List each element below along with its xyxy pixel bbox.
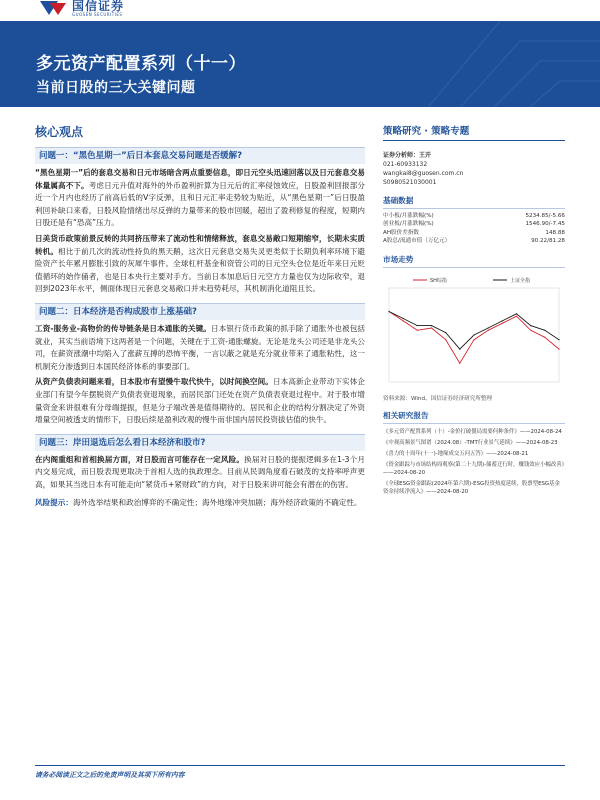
table-row (383, 237, 565, 245)
report-item[interactable]: 《全球ESG资金跟踪(2024年第六期)-ESG投资热度延续，股票型ESG基金资金持续净流入》——2024-08-20 (383, 480, 560, 495)
sidebar (383, 123, 565, 499)
question-three: 问题三：岸田退选后怎么看日本经济和股市? (35, 434, 365, 451)
section-title: 核心观点 (35, 125, 84, 139)
market-trend-chart (383, 272, 565, 392)
series-point (445, 332, 446, 333)
company-logo (40, 0, 124, 17)
series-point (558, 348, 559, 349)
analyst-email[interactable]: wangkai8@guosen.com.cn (383, 170, 464, 177)
series-point (516, 315, 517, 316)
analyst-info (383, 151, 565, 187)
paragraph-4-body: 日本高新企业带动下实体企业部门有望今年摆脱资产负债表衰退现象，而居民部门还处在资产负债表衰退过程中。对于股市增量资金来讲很难有分母端提振，但是分子端改善是值得期待的。居民和企业的结构分割决定了外资增量空间被透支的情形下，日股后续是盈利改观的慢牛而非国内居民投资拔估值的快牛。 (35, 377, 366, 425)
sidebar-title: 策略研究 · 策略专题 (383, 123, 565, 141)
series-point (488, 329, 489, 330)
analyst-cert: S0980521030001 (383, 179, 437, 186)
index-value: 148.88 (545, 229, 565, 236)
legend-label: SH综指 (430, 277, 447, 284)
index-name: A股总/流通市值（万亿元） (383, 238, 451, 245)
paragraph-1 (35, 167, 365, 230)
risk-warning (35, 497, 365, 510)
paragraph-5 (35, 454, 365, 492)
paragraph-5-body: 换届对日股的提振逻辑多在1-3个月内交易完成，而日股表现更取决于首相人选的执政理念。目前从民调角度看石破茂的支持率呼声更高，如果其当选日本有可能走向“紧货币+紧财政”的方向，对于日股来讲可能会有潜在的伤害。 (35, 454, 366, 489)
market-data-title: 基础数据 (383, 195, 565, 209)
paragraph-3 (35, 323, 365, 373)
analyst-phone: 021-60933132 (383, 161, 428, 168)
report-item[interactable]: 《多元资产配置系列（十）-金价打破僵局需要何种条件》——2024-08-24 (383, 428, 562, 435)
series-point (473, 334, 474, 335)
related-reports-list (383, 428, 565, 496)
series-point (544, 329, 545, 330)
logo-en: GUOSEN SECURITIES (72, 12, 123, 17)
header-banner (0, 21, 600, 107)
index-value: 5234.85/-5.66 (525, 213, 565, 219)
logo-cn: 国信证券 (72, 0, 125, 13)
paragraph-1-lead: “黑色星期一”后的套息交易和日元市场暗含两点重要信息，即日元空头迅速回落以及日元套息交易体量属高不下。 (35, 168, 365, 190)
market-trend-title: 市场走势 (383, 254, 565, 268)
paragraph-2-body: 相比于前几次的流动性持负的黑天鹅，这次日元套息交易失灵更类似于长期负利率环境下避险资产长年累月膨胀引致的灰犀牛事件。全球杠杆基金和资管公司的日元空头仓位是近年来日元贬值循环的始作俑者，也是日本央行主要对手方。当前日本加息后日元空方力量也仅为边际收窄，退回到2023年水平，侧面体现日元套息交易敞口并未趋势耗尽，其机制消化道阻且长。 (35, 246, 365, 294)
risk-label: 风险提示： (35, 498, 73, 508)
series-line (389, 311, 559, 363)
banner-decoration-icon (380, 21, 600, 107)
question-two: 问题二：日本经济是否构成股市上涨基础? (35, 303, 365, 320)
chart-source: 资料来源：Wind、国信证券经济研究所整理 (383, 395, 493, 402)
series-point (473, 339, 474, 340)
index-name: 创业板/月涨跌幅(%) (383, 221, 434, 228)
logo-mark-icon (40, 1, 68, 17)
series-point (516, 313, 517, 314)
table-row (383, 220, 565, 228)
footer-divider (35, 765, 565, 766)
analyst-name: 证券分析师：王开 (383, 152, 432, 159)
paragraph-2-lead: 日美货币政策前景反转的共同挤压带来了流动性和情绪释放，套息交易敞口短期缩窄，长期未实质转机。 (35, 233, 365, 256)
index-value: 90.22/81.28 (531, 238, 565, 245)
series-point (530, 325, 531, 326)
index-name: 中小板/月涨跌幅(%) (383, 213, 434, 219)
paragraph-3-body: 日本银行货币政策的抓手除了通胀外也被包括就业，其实当前语境下这两者是一个问题，关键在于工资-通胀螺旋。无论是龙头公司还是非龙头公司，在薪资涨潮中均陷入了涨薪互搏的恐怖平衡，一言以蔽之就是充分就业带来了通胀粘性，这一机制充分渗透到日本国民经济体系的事要部门。 (35, 323, 365, 371)
paragraph-1-body: 考虑日元升值对海外的外币盈利折算为日元后的汇率侵蚀效应，日股盈利回报部分近一个月内也经历了前高后低的V字反弹，且和日元汇率走势较为贴近，从“黑色星期一”后日股盈利回补缺口来看，日股风险情绪出尽反弹的力量带来的股市回暖，超出了盈利修复的程度，短期内日股还是有“恐高”压力。 (35, 180, 365, 228)
paragraph-4-lead: 从资产负债表问题来看，日本股市有望慢牛取代快牛，以时间换空间。 (35, 377, 273, 387)
paragraph-5-lead: 在内阁重组和首相换届方面，对日股而言可能存在一定风险。 (35, 454, 245, 464)
index-value: 1546.90/-7.45 (525, 221, 565, 228)
report-item[interactable]: 《喜力的十周年(十一)-地缘成交五问五答》——2024-08-21 (383, 450, 529, 457)
series-point (558, 339, 559, 340)
series-point (502, 320, 503, 321)
risk-text: 海外选举结果和政治博弈的不确定性；海外地缘冲突加剧；海外经济政策的不确定性。 (72, 498, 362, 508)
series-point (502, 322, 503, 323)
report-item[interactable]: 《资金跟踪与市场结构周观察(第二十九期)-储蓄迁行时，赚钱效应小幅改善》——2024-08-20 (383, 461, 565, 476)
report-title: 多元资产配置系列（十一） (36, 54, 246, 74)
series-point (403, 320, 404, 321)
related-reports-title: 相关研究报告 (383, 410, 565, 424)
report-item[interactable]: 《中观高频景气图谱（2024.08）-TMT行业景气延续》——2024-08-23 (383, 439, 558, 446)
report-subtitle: 当前日股的三大关键问题 (36, 80, 196, 96)
series-point (403, 318, 404, 319)
question-one: 问题一：“黑色星期一”后日本套息交易问题是否缓解? (35, 147, 365, 164)
footer-disclaimer: 请务必阅读正文之后的免责声明及其项下所有内容 (35, 771, 185, 779)
series-point (459, 362, 460, 363)
table-row (383, 212, 565, 220)
paragraph-4 (35, 376, 365, 426)
top-strip (0, 0, 600, 20)
market-data-table (383, 212, 565, 246)
series-point (488, 327, 489, 328)
paragraph-2 (35, 233, 365, 296)
index-name: AH股价差指数 (383, 229, 420, 236)
trend-chart-svg (383, 272, 565, 392)
series-line (389, 311, 559, 349)
series-point (445, 339, 446, 340)
series-point (431, 325, 432, 326)
legend-label: 上证全指 (510, 277, 531, 284)
paragraph-3-lead: 工资-服务业-高物价的传导链条是日本通胀的关键。 (35, 323, 212, 333)
series-point (417, 325, 418, 326)
series-point (417, 329, 418, 330)
series-point (459, 348, 460, 349)
main-column (35, 123, 365, 510)
series-point (530, 329, 531, 330)
series-point (431, 327, 432, 328)
series-point (544, 336, 545, 337)
table-row (383, 229, 565, 237)
series-point (388, 311, 389, 312)
